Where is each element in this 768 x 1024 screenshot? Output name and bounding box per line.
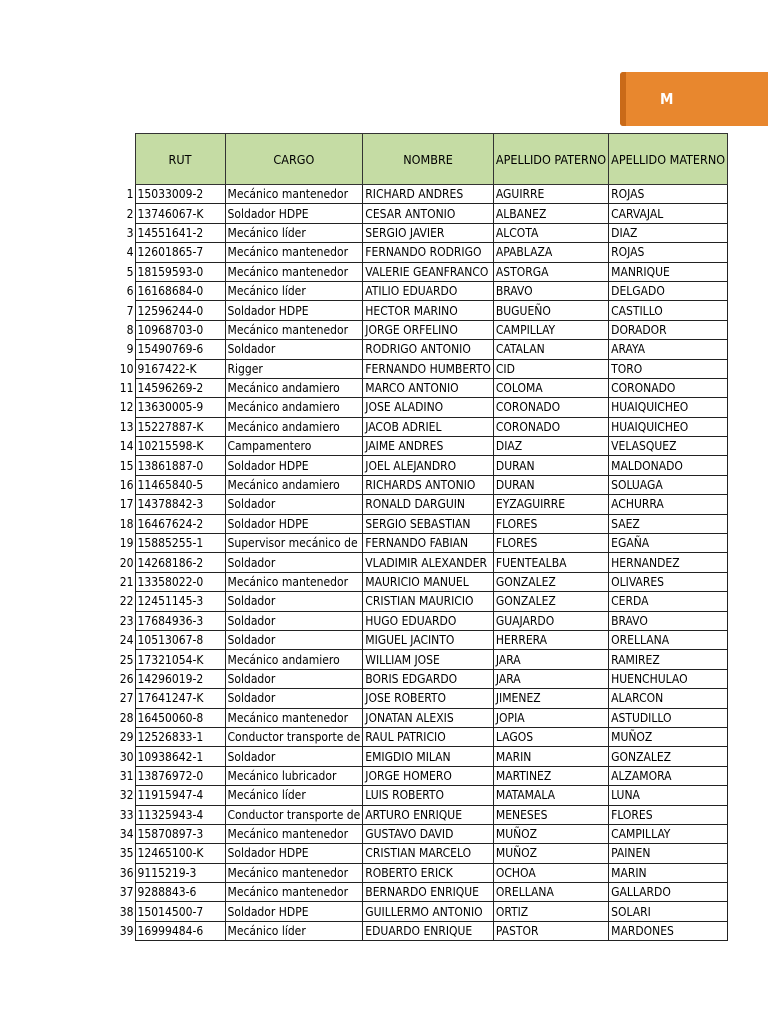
workers-table [118,133,728,941]
row-number: 3 [126,225,134,240]
apellido-paterno-cell: CAMPILLAY [493,320,608,339]
apellido-materno-cell: MUÑOZ [609,727,728,746]
row-number: 26 [119,671,134,686]
header-cargo: CARGO [225,134,363,185]
table-row [118,669,728,688]
cargo-cell: Mecánico andamiero [225,398,363,417]
apellido-paterno-cell: JOPIA [493,708,608,727]
apellido-materno-cell: ALZAMORA [609,766,728,785]
row-number: 13 [119,419,134,434]
rut-cell: 15885255-1 [135,534,225,553]
row-number: 10 [119,361,134,376]
nombre-cell: JACOB ADRIEL [363,417,494,436]
table-row [118,689,728,708]
row-number: 17 [119,497,134,512]
nombre-cell: JORGE HOMERO [363,766,494,785]
apellido-materno-cell: LUNA [609,786,728,805]
nombre-cell: FERNANDO FABIAN [363,534,494,553]
apellido-paterno-cell: APABLAZA [493,243,608,262]
apellido-materno-cell: GALLARDO [609,883,728,902]
cargo-cell: Mecánico mantenedor [225,572,363,591]
apellido-paterno-cell: FLORES [493,514,608,533]
nombre-cell: EDUARDO ENRIQUE [363,921,494,940]
apellido-paterno-cell: FLORES [493,534,608,553]
nombre-cell: FERNANDO RODRIGO [363,243,494,262]
row-number: 32 [119,788,134,803]
cargo-cell: Soldador [225,340,363,359]
table-row [118,359,728,378]
apellido-materno-cell: CASTILLO [609,301,728,320]
apellido-materno-cell: TORO [609,359,728,378]
cargo-cell: Soldador [225,747,363,766]
nombre-cell: ATILIO EDUARDO [363,281,494,300]
table-row [118,592,728,611]
apellido-materno-cell: CORONADO [609,378,728,397]
nombre-cell: HECTOR MARINO [363,301,494,320]
rut-cell: 12596244-0 [135,301,225,320]
rut-cell: 15490769-6 [135,340,225,359]
cargo-cell: Conductor transporte de [225,727,363,746]
table-row [118,708,728,727]
table-row [118,340,728,359]
apellido-paterno-cell: BRAVO [493,281,608,300]
rut-cell: 17321054-K [135,650,225,669]
rut-cell: 9115219-3 [135,863,225,882]
nombre-cell: FERNANDO HUMBERTO [363,359,494,378]
nombre-cell: LUIS ROBERTO [363,786,494,805]
rut-cell: 10968703-0 [135,320,225,339]
row-number: 5 [126,264,134,279]
rut-cell: 13861887-0 [135,456,225,475]
cargo-cell: Mecánico líder [225,281,363,300]
apellido-materno-cell: ASTUDILLO [609,708,728,727]
apellido-paterno-cell: FUENTEALBA [493,553,608,572]
nombre-cell: WILLIAM JOSE [363,650,494,669]
apellido-materno-cell: MARDONES [609,921,728,940]
row-number: 37 [119,885,134,900]
rut-cell: 16450060-8 [135,708,225,727]
table-row [118,921,728,940]
row-number: 7 [126,303,134,318]
row-number: 2 [126,206,134,221]
nombre-cell: RAUL PATRICIO [363,727,494,746]
nombre-cell: MAURICIO MANUEL [363,572,494,591]
row-number: 16 [119,478,134,493]
apellido-paterno-cell: ALBANEZ [493,204,608,223]
row-number: 9 [126,342,134,357]
table-row [118,863,728,882]
apellido-paterno-cell: EYZAGUIRRE [493,495,608,514]
table-row [118,805,728,824]
apellido-materno-cell: MARIN [609,863,728,882]
rut-cell: 16467624-2 [135,514,225,533]
header-apellido-paterno: APELLIDO PATERNO [493,134,608,185]
cargo-cell: Conductor transporte de [225,805,363,824]
apellido-materno-cell: HERNANDEZ [609,553,728,572]
nombre-cell: JAIME ANDRES [363,437,494,456]
apellido-paterno-cell: LAGOS [493,727,608,746]
row-number: 36 [119,865,134,880]
row-number: 33 [119,807,134,822]
row-number: 18 [119,516,134,531]
apellido-materno-cell: RAMIREZ [609,650,728,669]
rut-cell: 14551641-2 [135,223,225,242]
rut-cell: 10215598-K [135,437,225,456]
rut-cell: 15014500-7 [135,902,225,921]
nombre-cell: JORGE ORFELINO [363,320,494,339]
nombre-cell: RODRIGO ANTONIO [363,340,494,359]
apellido-materno-cell: HUAIQUICHEO [609,398,728,417]
header-apellido-materno: APELLIDO MATERNO [609,134,728,185]
nombre-cell: RICHARD ANDRES [363,185,494,204]
apellido-materno-cell: OLIVARES [609,572,728,591]
row-number: 34 [119,827,134,842]
table-row [118,456,728,475]
apellido-paterno-cell: ORTIZ [493,902,608,921]
cargo-cell: Soldador [225,669,363,688]
table-row [118,786,728,805]
nombre-cell: CESAR ANTONIO [363,204,494,223]
rut-cell: 14596269-2 [135,378,225,397]
rut-cell: 13746067-K [135,204,225,223]
nombre-cell: ROBERTO ERICK [363,863,494,882]
table-row [118,553,728,572]
table-row [118,844,728,863]
apellido-paterno-cell: CATALAN [493,340,608,359]
cargo-cell: Soldador HDPE [225,456,363,475]
cargo-cell: Mecánico andamiero [225,417,363,436]
cargo-cell: Mecánico andamiero [225,475,363,494]
apellido-materno-cell: CERDA [609,592,728,611]
table-row [118,223,728,242]
nombre-cell: BERNARDO ENRIQUE [363,883,494,902]
banner-fold [620,72,626,126]
nombre-cell: SERGIO JAVIER [363,223,494,242]
apellido-paterno-cell: DURAN [493,456,608,475]
cargo-cell: Campamentero [225,437,363,456]
nombre-cell: JONATAN ALEXIS [363,708,494,727]
apellido-paterno-cell: ORELLANA [493,883,608,902]
cargo-cell: Mecánico líder [225,921,363,940]
rut-cell: 13358022-0 [135,572,225,591]
table-row [118,417,728,436]
cargo-cell: Soldador [225,495,363,514]
table-row [118,747,728,766]
rut-cell: 14268186-2 [135,553,225,572]
table-row [118,766,728,785]
row-number: 39 [119,924,134,939]
table-row [118,495,728,514]
row-number: 4 [126,245,134,260]
row-number: 38 [119,904,134,919]
apellido-materno-cell: MANRIQUE [609,262,728,281]
table-row [118,630,728,649]
header-rut: RUT [135,134,225,185]
cargo-cell: Mecánico mantenedor [225,320,363,339]
nombre-cell: ARTURO ENRIQUE [363,805,494,824]
rut-cell: 18159593-0 [135,262,225,281]
table-row [118,378,728,397]
table-row [118,572,728,591]
cargo-cell: Mecánico andamiero [225,378,363,397]
title-banner [620,72,768,126]
cargo-cell: Soldador [225,592,363,611]
row-number: 6 [126,284,134,299]
nombre-cell: CRISTIAN MAURICIO [363,592,494,611]
apellido-paterno-cell: DIAZ [493,437,608,456]
apellido-materno-cell: MALDONADO [609,456,728,475]
table-row [118,534,728,553]
row-number: 12 [119,400,134,415]
row-number: 21 [119,575,134,589]
table-row [118,883,728,902]
nombre-cell: MARCO ANTONIO [363,378,494,397]
nombre-cell: JOSE ROBERTO [363,689,494,708]
nombre-cell: BORIS EDGARDO [363,669,494,688]
cargo-cell: Mecánico mantenedor [225,243,363,262]
apellido-paterno-cell: MENESES [493,805,608,824]
apellido-materno-cell: CAMPILLAY [609,824,728,843]
apellido-materno-cell: ARAYA [609,340,728,359]
row-number: 27 [119,691,134,706]
cargo-cell: Soldador HDPE [225,902,363,921]
apellido-materno-cell: HUAIQUICHEO [609,417,728,436]
apellido-paterno-cell: CORONADO [493,417,608,436]
apellido-materno-cell: ROJAS [609,185,728,204]
cargo-cell: Mecánico mantenedor [225,863,363,882]
row-number: 19 [119,536,134,551]
nombre-cell: RICHARDS ANTONIO [363,475,494,494]
apellido-paterno-cell: JARA [493,669,608,688]
index-header [118,134,135,185]
apellido-paterno-cell: COLOMA [493,378,608,397]
nombre-cell: HUGO EDUARDO [363,611,494,630]
rut-cell: 9167422-K [135,359,225,378]
rut-cell: 15870897-3 [135,824,225,843]
apellido-paterno-cell: PASTOR [493,921,608,940]
apellido-materno-cell: EGAÑA [609,534,728,553]
rut-cell: 11325943-4 [135,805,225,824]
cargo-cell: Mecánico mantenedor [225,262,363,281]
nombre-cell: VLADIMIR ALEXANDER [363,553,494,572]
rut-cell: 11915947-4 [135,786,225,805]
row-number: 11 [119,381,134,396]
apellido-materno-cell: SAEZ [609,514,728,533]
row-number: 8 [126,322,134,337]
cargo-cell: Rigger [225,359,363,378]
nombre-cell: CRISTIAN MARCELO [363,844,494,863]
nombre-cell: GUSTAVO DAVID [363,824,494,843]
rut-cell: 16168684-0 [135,281,225,300]
apellido-materno-cell: SOLUAGA [609,475,728,494]
apellido-paterno-cell: DURAN [493,475,608,494]
apellido-materno-cell: FLORES [609,805,728,824]
cargo-cell: Soldador HDPE [225,204,363,223]
rut-cell: 11465840-5 [135,475,225,494]
nombre-cell: RONALD DARGUIN [363,495,494,514]
row-number: 35 [119,846,134,861]
row-number: 29 [119,730,134,745]
apellido-paterno-cell: BUGUEÑO [493,301,608,320]
apellido-paterno-cell: GUAJARDO [493,611,608,630]
row-number: 20 [119,555,134,570]
cargo-cell: Mecánico líder [225,786,363,805]
apellido-paterno-cell: MUÑOZ [493,844,608,863]
nombre-cell: EMIGDIO MILAN [363,747,494,766]
apellido-paterno-cell: MARIN [493,747,608,766]
apellido-materno-cell: ALARCON [609,689,728,708]
nombre-cell: JOEL ALEJANDRO [363,456,494,475]
rut-cell: 12465100-K [135,844,225,863]
cargo-cell: Soldador [225,611,363,630]
cargo-cell: Mecánico lubricador [225,766,363,785]
table-row [118,727,728,746]
cargo-cell: Soldador HDPE [225,301,363,320]
cargo-cell: Mecánico mantenedor [225,708,363,727]
banner-text: M [660,90,674,108]
nombre-cell: GUILLERMO ANTONIO [363,902,494,921]
table-row [118,514,728,533]
table-row [118,611,728,630]
apellido-materno-cell: DIAZ [609,223,728,242]
cargo-cell: Mecánico andamiero [225,650,363,669]
rut-cell: 17684936-3 [135,611,225,630]
rut-cell: 13876972-0 [135,766,225,785]
apellido-paterno-cell: ASTORGA [493,262,608,281]
apellido-paterno-cell: CORONADO [493,398,608,417]
apellido-materno-cell: VELASQUEZ [609,437,728,456]
row-number: 1 [126,187,134,202]
apellido-materno-cell: GONZALEZ [609,747,728,766]
table-body [118,185,728,941]
apellido-materno-cell: ACHURRA [609,495,728,514]
header-row [118,134,728,185]
table-row [118,185,728,204]
table-row [118,902,728,921]
row-number: 30 [119,749,134,764]
rut-cell: 12451145-3 [135,592,225,611]
apellido-materno-cell: CARVAJAL [609,204,728,223]
table-row [118,281,728,300]
table-row [118,650,728,669]
apellido-materno-cell: DORADOR [609,320,728,339]
table-row [118,262,728,281]
table-row [118,320,728,339]
apellido-materno-cell: HUENCHULAO [609,669,728,688]
table-row [118,824,728,843]
table-row [118,437,728,456]
apellido-materno-cell: ORELLANA [609,630,728,649]
table-row [118,475,728,494]
rut-cell: 14296019-2 [135,669,225,688]
cargo-cell: Mecánico mantenedor [225,883,363,902]
rut-cell: 15227887-K [135,417,225,436]
row-number: 28 [119,710,134,725]
nombre-cell: JOSE ALADINO [363,398,494,417]
rut-cell: 12601865-7 [135,243,225,262]
rut-cell: 12526833-1 [135,727,225,746]
rut-cell: 10938642-1 [135,747,225,766]
table-row [118,243,728,262]
cargo-cell: Soldador HDPE [225,514,363,533]
cargo-cell: Soldador [225,553,363,572]
nombre-cell: MIGUEL JACINTO [363,630,494,649]
apellido-paterno-cell: JIMENEZ [493,689,608,708]
header-nombre: NOMBRE [363,134,494,185]
rut-cell: 9288843-6 [135,883,225,902]
apellido-paterno-cell: MUÑOZ [493,824,608,843]
cargo-cell: Soldador HDPE [225,844,363,863]
rut-cell: 16999484-6 [135,921,225,940]
table-row [118,398,728,417]
rut-cell: 15033009-2 [135,185,225,204]
apellido-materno-cell: PAINEN [609,844,728,863]
cargo-cell: Mecánico líder [225,223,363,242]
cargo-cell: Soldador [225,630,363,649]
nombre-cell: VALERIE GEANFRANCO [363,262,494,281]
rut-cell: 13630005-9 [135,398,225,417]
apellido-paterno-cell: MARTINEZ [493,766,608,785]
apellido-paterno-cell: GONZALEZ [493,592,608,611]
apellido-paterno-cell: JARA [493,650,608,669]
apellido-paterno-cell: GONZALEZ [493,572,608,591]
apellido-paterno-cell: OCHOA [493,863,608,882]
apellido-paterno-cell: MATAMALA [493,786,608,805]
apellido-materno-cell: SOLARI [609,902,728,921]
table-row [118,301,728,320]
row-number: 15 [119,458,134,473]
apellido-materno-cell: DELGADO [609,281,728,300]
row-number: 23 [119,613,134,628]
apellido-materno-cell: ROJAS [609,243,728,262]
apellido-paterno-cell: CID [493,359,608,378]
apellido-paterno-cell: AGUIRRE [493,185,608,204]
cargo-cell: Supervisor mecánico de [225,534,363,553]
apellido-paterno-cell: HERRERA [493,630,608,649]
row-number: 24 [119,633,134,648]
row-number: 14 [119,439,134,454]
cargo-cell: Mecánico mantenedor [225,185,363,204]
apellido-paterno-cell: ALCOTA [493,223,608,242]
row-number: 31 [119,768,134,783]
nombre-cell: SERGIO SEBASTIAN [363,514,494,533]
row-number: 25 [119,652,134,667]
row-number: 22 [119,594,134,609]
rut-cell: 17641247-K [135,689,225,708]
cargo-cell: Soldador [225,689,363,708]
table-row [118,204,728,223]
apellido-materno-cell: BRAVO [609,611,728,630]
cargo-cell: Mecánico mantenedor [225,824,363,843]
rut-cell: 14378842-3 [135,495,225,514]
rut-cell: 10513067-8 [135,630,225,649]
